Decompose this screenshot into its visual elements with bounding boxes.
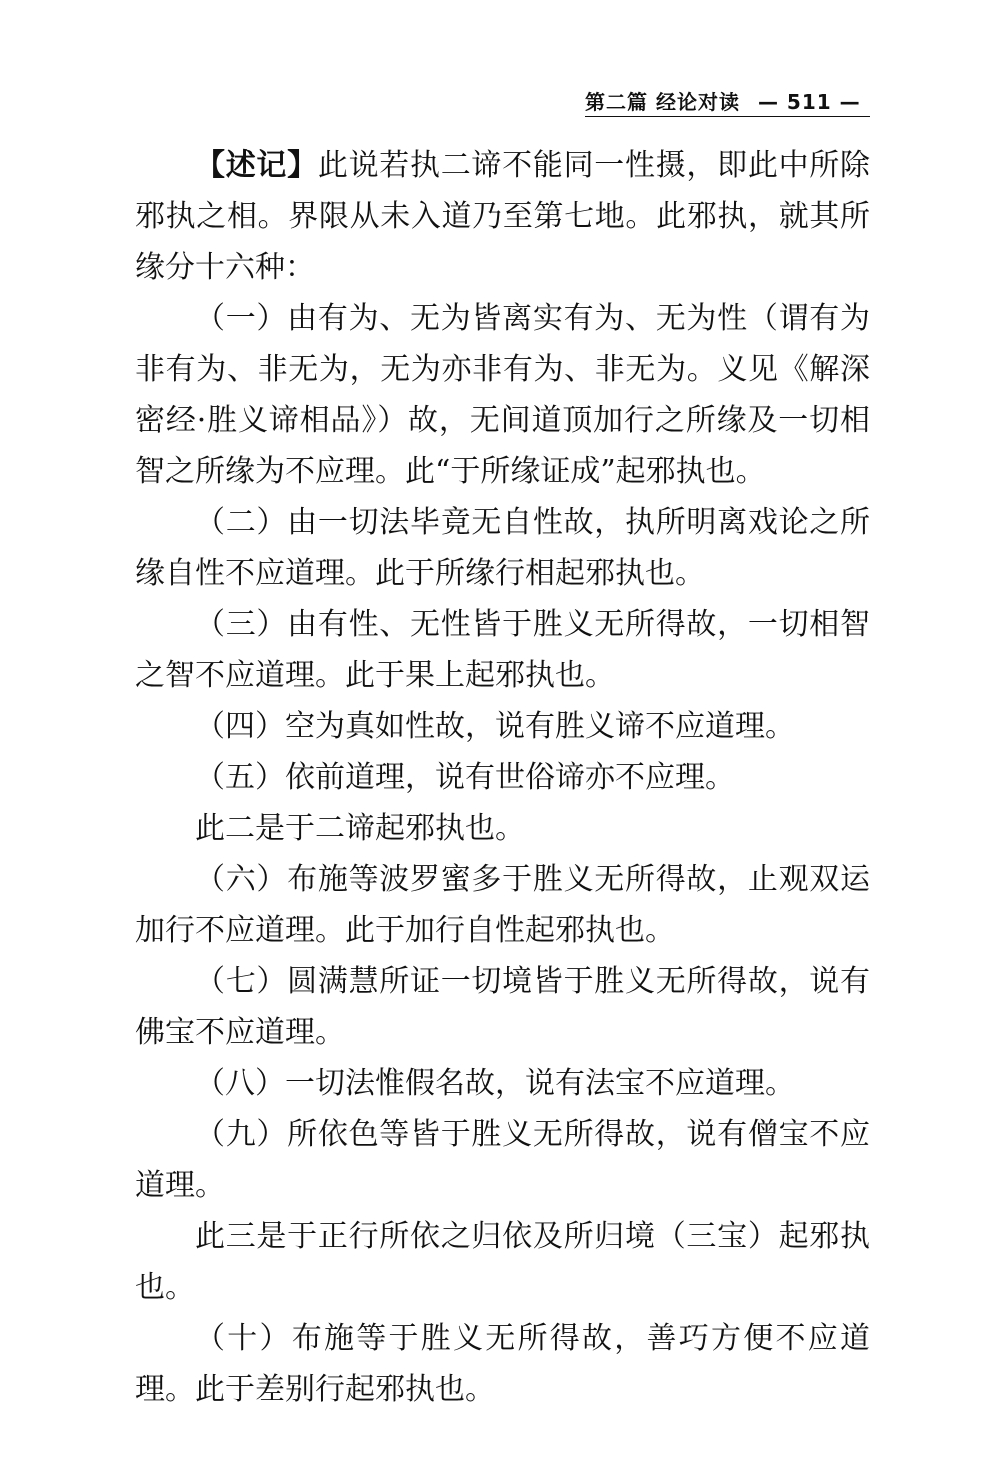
paragraph-item-2: （二）由一切法毕竟无自性故，执所明离戏论之所缘自性不应道理。此于所缘行相起邪执也。 bbox=[135, 505, 870, 591]
paragraph-item-6: （六）布施等波罗蜜多于胜义无所得故，止观双运加行不应道理。此于加行自性起邪执也。 bbox=[135, 862, 870, 948]
paragraph-item-9: （九）所依色等皆于胜义无所得故，说有僧宝不应道理。 bbox=[135, 1117, 870, 1203]
paragraph-item-4: （四）空为真如性故，说有胜义谛不应道理。 bbox=[195, 709, 795, 744]
header-title: 第二篇 经论对读 bbox=[585, 90, 740, 114]
paragraph-summary-1: 此二是于二谛起邪执也。 bbox=[195, 811, 525, 846]
body-text bbox=[135, 140, 870, 1415]
shuji-label: 【述记】 bbox=[195, 148, 318, 183]
paragraph-item-1: （一）由有为、无为皆离实有为、无为性（谓有为非有为、非无为，无为亦非有为、非无为。义见《解深密经·胜义谛相品》）故，无间道顶加行之所缘及一切相智之所缘为不应理。此“于所缘证成”起邪执也。 bbox=[135, 301, 870, 489]
paragraph-text: 此说若执二谛不能同一性摄，即此中所除邪执之相。界限从未入道乃至第七地。此邪执，就其所缘分十六种： bbox=[135, 148, 871, 285]
paragraph-item-8: （八）一切法惟假名故，说有法宝不应道理。 bbox=[195, 1066, 795, 1101]
page-number: — 511 — bbox=[757, 90, 861, 114]
paragraph-shuji bbox=[135, 140, 870, 293]
paragraph-item-3: （三）由有性、无性皆于胜义无所得故，一切相智之智不应道理。此于果上起邪执也。 bbox=[135, 607, 870, 693]
paragraph-item-5: （五）依前道理，说有世俗谛亦不应理。 bbox=[195, 760, 735, 795]
running-header bbox=[585, 86, 870, 116]
paragraph-summary-2: 此三是于正行所依之归依及所归境（三宝）起邪执也。 bbox=[135, 1219, 870, 1305]
paragraph-item-7: （七）圆满慧所证一切境皆于胜义无所得故，说有佛宝不应道理。 bbox=[135, 964, 870, 1050]
header-rule bbox=[585, 116, 870, 117]
paragraph-item-10: （十）布施等于胜义无所得故，善巧方便不应道理。此于差别行起邪执也。 bbox=[135, 1321, 870, 1407]
